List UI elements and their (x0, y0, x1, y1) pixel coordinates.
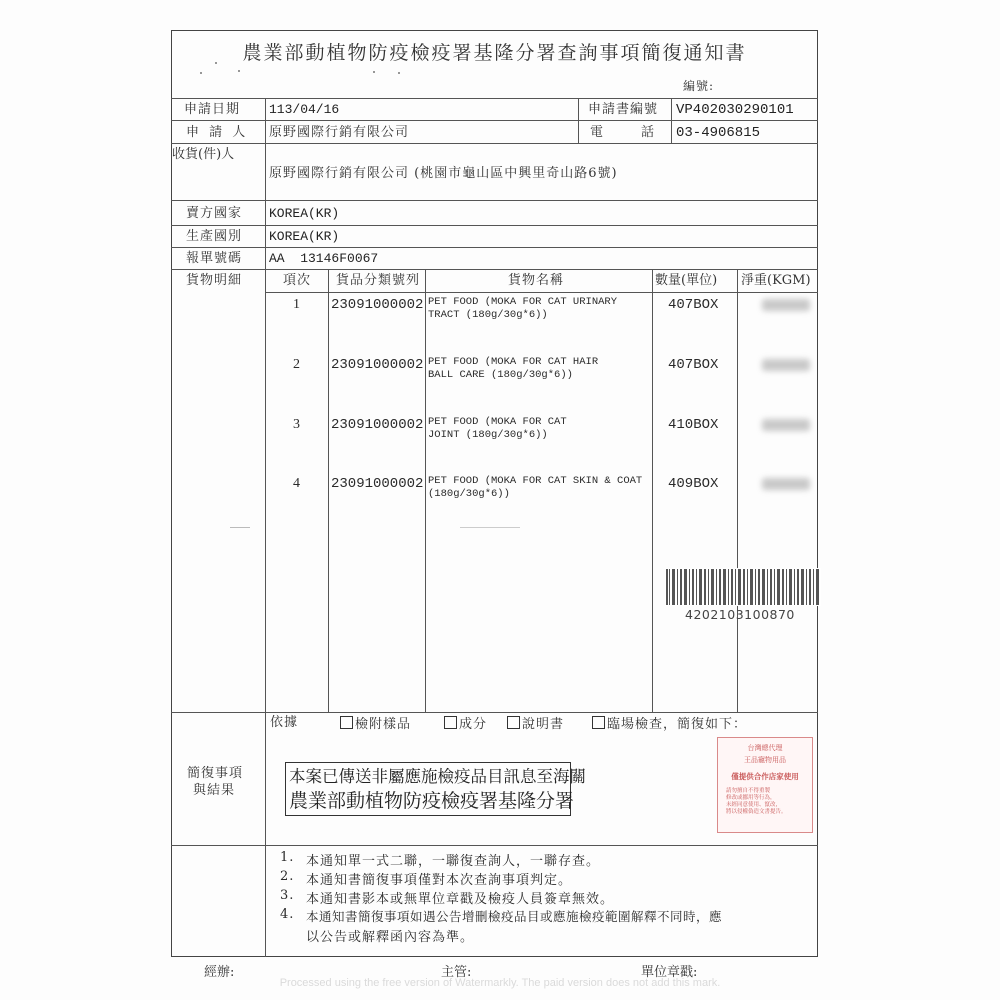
item-no: 2 (293, 357, 300, 372)
note-number: 4. (280, 907, 295, 922)
item-net-weight-redacted (762, 478, 810, 490)
col-divider (671, 98, 672, 143)
option-label: 成分 (459, 717, 488, 732)
row-divider (171, 200, 818, 201)
col-divider (652, 269, 653, 712)
row-divider (171, 98, 818, 99)
item-name: PET FOOD (MOKA FOR CAT SKIN & COAT (180g/30g*6)) (428, 475, 643, 500)
item-quantity: 407BOX (668, 357, 719, 373)
barcode-icon (665, 568, 821, 606)
application-no: VP402030290101 (676, 102, 794, 118)
note-text: 本通知單一式二聯，一聯復查詢人，一聯存查。 (306, 854, 601, 869)
col-header-goods-name: 貨物名稱 (508, 273, 565, 288)
item-net-weight-redacted (762, 419, 810, 431)
declaration-no-label: 報單號碼 (186, 251, 243, 266)
note-text: 本通知書影本或無單位章戳及檢疫人員簽章無效。 (306, 892, 615, 907)
item-quantity: 410BOX (668, 417, 719, 433)
seller-country: KOREA(KR) (269, 206, 340, 221)
application-no-label: 申請書編號 (588, 102, 659, 117)
document-title: 農業部動植物防疫檢疫署基隆分署查詢事項簡復通知書 (242, 42, 747, 64)
item-name: PET FOOD (MOKA FOR CAT URINARY TRACT (180g/30g*6)) (428, 296, 618, 321)
note-text: 本通知書簡復事項僅對本次查詢事項判定。 (306, 873, 573, 888)
watermark-text: Processed using the free version of Watermarkly. The paid version does not add this mark. (279, 977, 721, 989)
col-header-net-weight: 淨重(KGM) (741, 273, 811, 288)
basis-label: 依據 (270, 715, 299, 730)
scan-mark (230, 527, 250, 528)
item-no: 4 (293, 476, 300, 491)
row-divider (265, 292, 818, 293)
col-divider (578, 98, 579, 143)
option-label: 臨場檢查，簡復如下： (607, 717, 748, 732)
option-label: 檢附樣品 (355, 717, 412, 732)
unit-seal-label: 單位章戳: (641, 965, 698, 980)
applicant-label: 申 請 人 (186, 125, 249, 140)
goods-section-label: 貨物明細 (186, 273, 243, 288)
note-number: 1. (280, 850, 295, 865)
note-text: 以公告或解釋函內容為準。 (306, 930, 475, 945)
declaration-no: AA 13146F0067 (269, 251, 379, 266)
row-divider (171, 845, 818, 846)
seal-line: 王品寵物用品 (744, 756, 786, 764)
basis-option-onsite-inspection[interactable] (592, 716, 747, 731)
basis-option-sample[interactable] (340, 716, 411, 731)
phone: 03-4906815 (676, 125, 761, 141)
col-header-hs-code: 貨品分類號列 (336, 273, 421, 288)
stamp-line2: 農業部動植物防疫檢疫署基隆分署 (289, 790, 575, 812)
row-divider (171, 225, 818, 226)
item-no: 3 (293, 417, 300, 432)
col-divider (328, 269, 329, 712)
result-stamp (285, 762, 586, 816)
barcode-number: 4202103100870 (685, 607, 795, 622)
col-header-item-no: 項次 (283, 273, 312, 288)
phone-label: 電 話 (590, 125, 659, 140)
checkbox[interactable] (444, 716, 457, 729)
item-hs-code: 23091000002 (331, 417, 424, 433)
checkbox[interactable] (507, 716, 520, 729)
item-quantity: 409BOX (668, 476, 719, 492)
scan-mark (460, 527, 520, 528)
row-divider (171, 269, 818, 270)
basis-option-manual[interactable] (507, 716, 564, 731)
result-label-line1: 簡復事項 (187, 766, 244, 781)
checkbox[interactable] (592, 716, 605, 729)
result-label-line2: 與結果 (193, 783, 236, 798)
applicant: 原野國際行銷有限公司 (269, 125, 410, 140)
note-text: 本通知書簡復事項如遇公告增刪檢疫品目或應施檢疫範圍解釋不同時，應 (306, 909, 723, 924)
serial-label: 編號: (683, 79, 715, 93)
consignee-label: 收貨(件)人 (172, 147, 235, 162)
distributor-seal (717, 737, 813, 833)
seller-country-label: 賣方國家 (186, 206, 243, 221)
note-number: 2. (280, 869, 295, 884)
stamp-line1: 本案已傳送非屬應施檢疫品目訊息至海關 (289, 767, 586, 786)
seal-line: 台灣總代理 (747, 744, 783, 752)
item-hs-code: 23091000002 (331, 476, 424, 492)
item-quantity: 407BOX (668, 297, 719, 313)
col-header-quantity: 數量(單位) (655, 273, 718, 288)
basis-option-ingredients[interactable] (444, 716, 487, 731)
supervisor-label: 主管: (441, 965, 472, 980)
item-no: 1 (293, 297, 300, 312)
item-name: PET FOOD (MOKA FOR CAT JOINT (180g/30g*6)) (428, 416, 567, 441)
col-divider (737, 269, 738, 712)
row-divider (171, 143, 818, 144)
option-label: 說明書 (522, 717, 565, 732)
seal-line: 僅提供合作店家使用 (731, 772, 799, 781)
item-net-weight-redacted (762, 359, 810, 371)
item-hs-code: 23091000002 (331, 297, 424, 313)
origin-country-label: 生產國別 (186, 229, 243, 244)
application-date: 113/04/16 (269, 102, 340, 117)
item-name: PET FOOD (MOKA FOR CAT HAIR BALL CARE (180g/30g*6)) (428, 356, 599, 381)
row-divider (171, 712, 818, 713)
consignee: 原野國際行銷有限公司 (桃園市龜山區中興里奇山路6號) (269, 166, 618, 181)
row-divider (171, 247, 818, 248)
label-column-divider (265, 98, 266, 957)
item-net-weight-redacted (762, 299, 810, 311)
item-hs-code: 23091000002 (331, 357, 424, 373)
application-date-label: 申請日期 (184, 102, 241, 117)
row-divider (171, 120, 818, 121)
handler-label: 經辦: (204, 965, 235, 980)
seal-notice: 請勿擅自不得重製 修改或挪用等行為， 未經同意使用、竄改， 將以侵權偽造文書提告。 (726, 788, 787, 815)
col-divider (425, 269, 426, 712)
note-number: 3. (280, 888, 295, 903)
origin-country: KOREA(KR) (269, 229, 340, 244)
checkbox[interactable] (340, 716, 353, 729)
